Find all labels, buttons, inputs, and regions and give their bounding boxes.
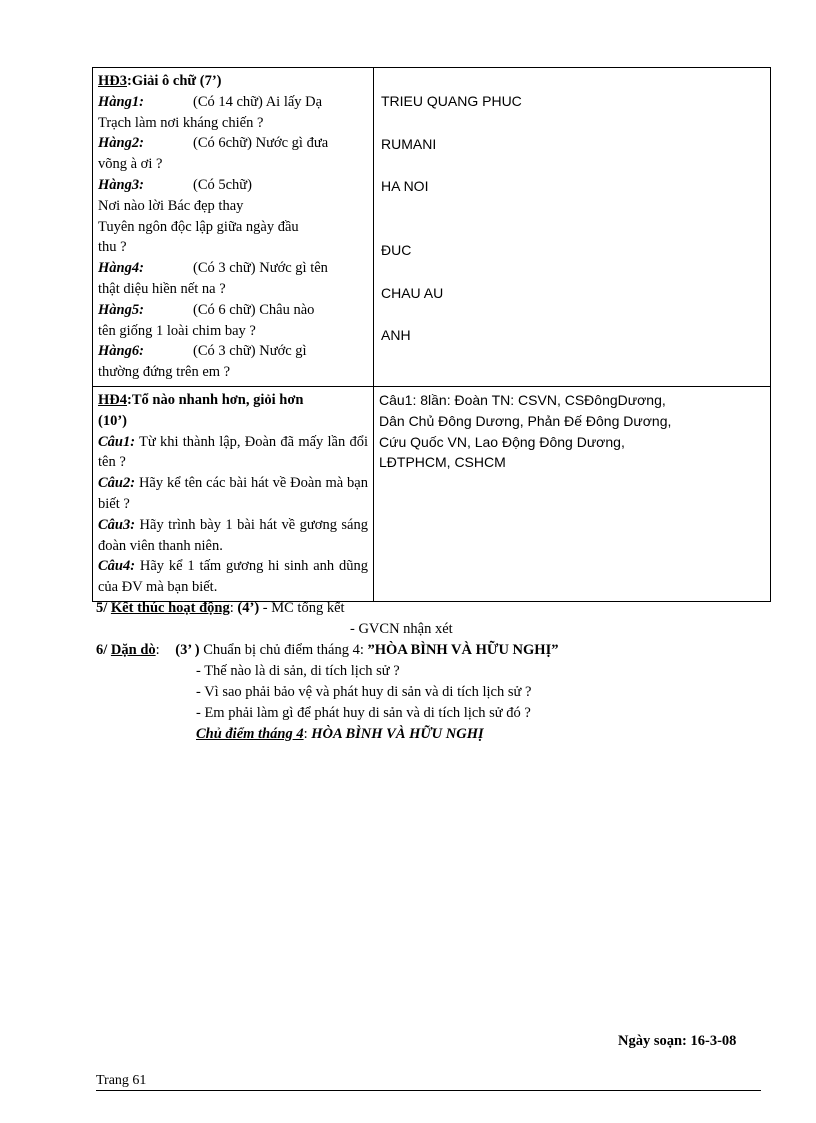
section6-bullet3: - Em phải làm gì để phát huy di sản và di tích lịch sử đó ? — [196, 705, 531, 721]
section5-item2: - GVCN nhận xét — [350, 621, 453, 637]
hd3-row5: Hàng5: (Có 6 chữ) Châu nào tên giống 1 loài chim bay ? — [98, 301, 315, 339]
answer-row3: HA NOI — [381, 178, 429, 194]
hd3-question-cell — [93, 68, 374, 387]
hd4-answer-line1: Câu1: 8lần: Đoàn TN: CSVN, CSĐôngDương, — [379, 391, 666, 408]
hd3-row3: Hàng3: (Có 5chữ) Nơi nào lời Bác đẹp thay Tuyên ngôn độc lập giữa ngày đầu thu ? — [98, 176, 299, 256]
hd4-row — [93, 386, 771, 601]
answer-row5: CHAU AU — [381, 285, 444, 301]
hd3-row6: Hàng6: (Có 3 chữ) Nước gì thường đứng trên em ? — [98, 343, 307, 381]
section6-bullet2: - Vì sao phải bảo vệ và phát huy di sản và di tích lịch sử ? — [196, 684, 532, 700]
hd3-row2: Hàng2: (Có 6chữ) Nước gì đưa võng à ơi ? — [98, 135, 329, 173]
hd4-question1: Câu1: Từ khi thành lập, Đoàn đã mấy lần đổi tên ? — [98, 433, 368, 471]
hd4-question2: Câu2: Hãy kể tên các bài hát về Đoàn mà bạn biết ? — [98, 475, 368, 512]
hd4-answer-line3: Cứu Quốc VN, Lao Động Đông Dương, — [379, 433, 625, 450]
hd4-question4: Câu4: Hãy kể 1 tấm gương hi sinh anh dũng của ĐV mà bạn biết. — [98, 558, 368, 596]
hd3-row4: Hàng4: (Có 3 chữ) Nước gì tên thật diệu hiền nết na ? — [98, 260, 328, 297]
hd3-row1: Hàng1: (Có 14 chữ) Ai lấy Dạ Trạch làm nơi kháng chiến ? — [98, 93, 323, 131]
activity-table — [92, 67, 771, 602]
section6-bullet1: - Thế nào là di sản, di tích lịch sử ? — [196, 663, 400, 679]
hd4-question-cell — [93, 386, 374, 601]
answer-row4: ĐUC — [381, 242, 412, 258]
closing-sections — [96, 598, 796, 745]
hd4-heading: HĐ4:Tổ nào nhanh hơn, giỏi hơn (10’) — [98, 391, 304, 429]
hd4-question3: Câu3: Hãy trình bày 1 bài hát về gương sáng đoàn viên thanh niên. — [98, 516, 368, 554]
page-footer: Trang 61 — [96, 1073, 761, 1091]
answer-row6: ANH — [381, 327, 411, 343]
hd4-answer-line4: LĐTPHCM, CSHCM — [379, 454, 506, 471]
hd3-heading: HĐ3:Giải ô chữ (7’) — [98, 73, 222, 89]
preparation-date: Ngày soạn: 16-3-08 — [618, 1033, 737, 1049]
section6-month-topic: Chủ điểm tháng 4: HÒA BÌNH VÀ HỮU NGHỊ — [196, 726, 484, 742]
answer-row2: RUMANI — [381, 136, 437, 152]
hd4-answer-cell — [374, 386, 771, 601]
section5-line: 5/ Kết thúc hoạt động: (4’) - MC tổng kết — [96, 600, 345, 616]
hd4-answer-line2: Dân Chủ Đông Dương, Phản Đế Đông Dương, — [379, 412, 672, 429]
hd3-answer-cell — [374, 68, 771, 387]
answer-row1: TRIEU QUANG PHUC — [381, 93, 522, 109]
section6-line: 6/ Dặn dò: (3’ ) Chuẩn bị chủ điểm tháng 4: ”HÒA BÌNH VÀ HỮU NGHỊ” — [96, 642, 559, 658]
hd3-row — [93, 68, 771, 387]
